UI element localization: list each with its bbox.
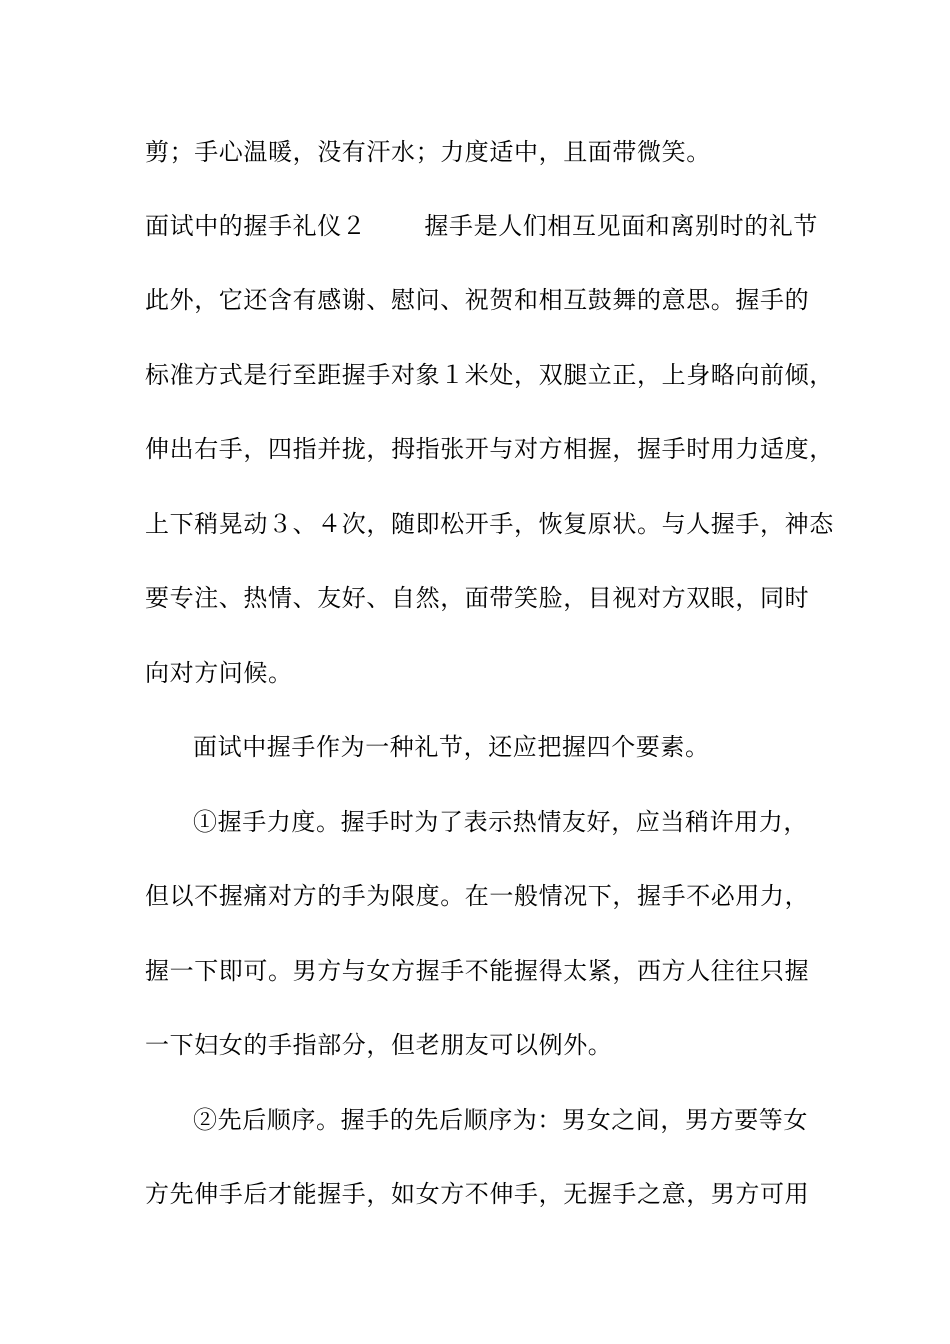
text-line: 向对方问候。 (145, 659, 293, 687)
text-line: 要专注、热情、友好、自然，面带笑脸，目视对方双眼，同时 (145, 584, 810, 612)
text-line: 剪；手心温暖，没有汗水；力度适中，且面带微笑。 (145, 138, 711, 166)
text-line: 握手是人们相互见面和离别时的礼节 (424, 212, 819, 240)
text-line: 伸出右手，四指并拢，拇指张开与对方相握，握手时用力适度， (145, 435, 834, 463)
text-line: 上下稍晃动３、４次，随即松开手，恢复原状。与人握手，神态 (145, 510, 834, 538)
text-line: 此外，它还含有感谢、慰问、祝贺和相互鼓舞的意思。握手的 (145, 286, 810, 314)
text-line: 但以不握痛对方的手为限度。在一般情况下，握手不必用力， (145, 882, 810, 910)
paragraph-first-line: 面试中握手作为一种礼节，还应把握四个要素。 (193, 733, 710, 761)
paragraph-first-line: ②先后顺序。握手的先后顺序为：男女之间，男方要等女 (193, 1106, 808, 1134)
section-heading-line (145, 211, 818, 241)
text-line: 标准方式是行至距握手对象１米处，双腿立正，上身略向前倾， (145, 361, 834, 389)
text-line: 一下妇女的手指部分，但老朋友可以例外。 (145, 1031, 613, 1059)
text-line: 握一下即可。男方与女方握手不能握得太紧，西方人往往只握 (145, 957, 810, 985)
section-heading: 面试中的握手礼仪２ (145, 212, 367, 240)
paragraph-first-line: ①握手力度。握手时为了表示热情友好，应当稍许用力， (193, 808, 808, 836)
text-line: 方先伸手后才能握手，如女方不伸手，无握手之意，男方可用 (145, 1180, 810, 1208)
